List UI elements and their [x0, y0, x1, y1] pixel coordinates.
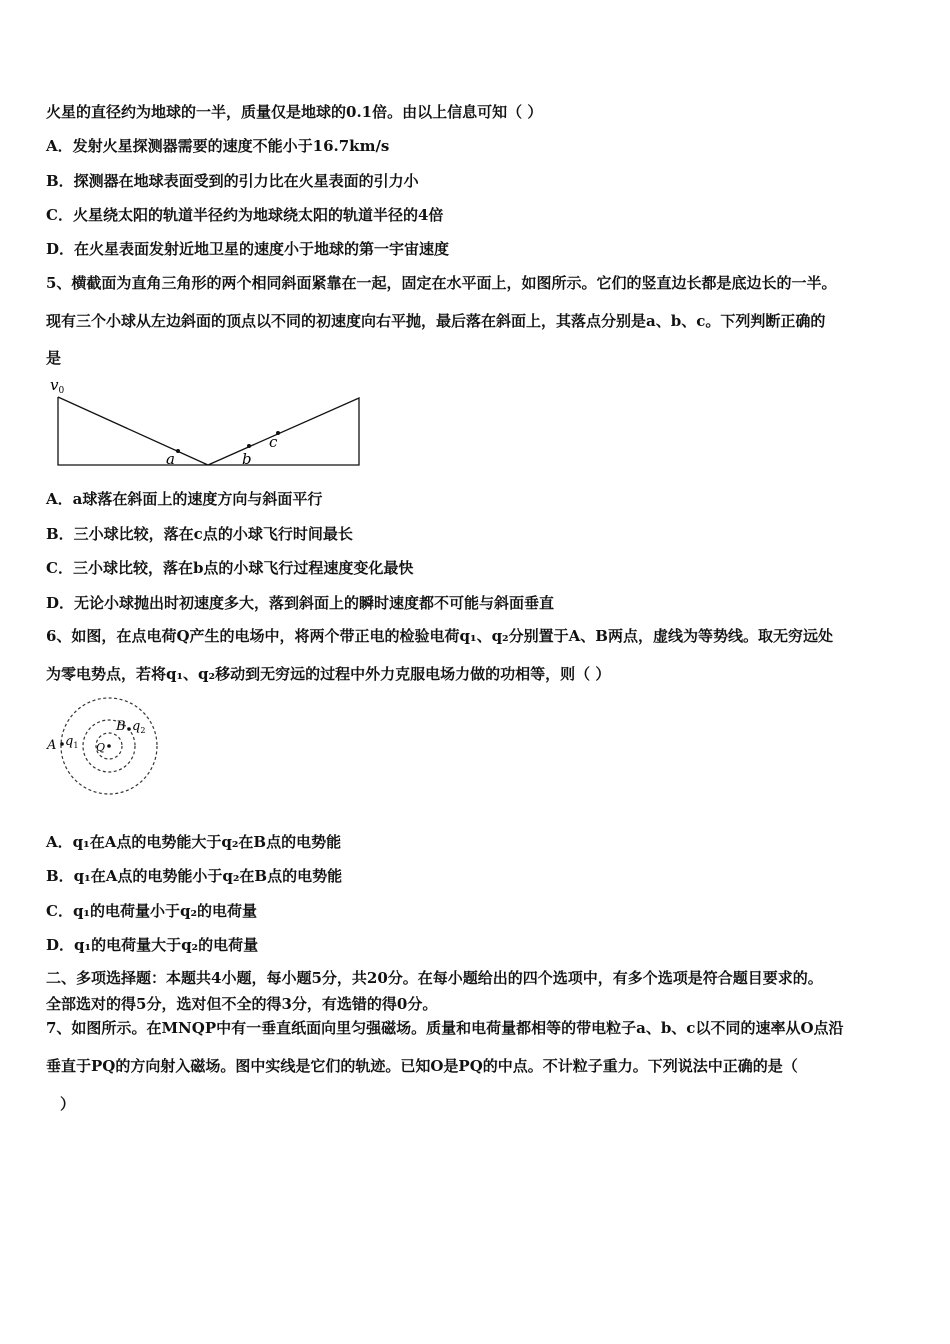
q5-option-d: D．无论小球抛出时初速度多大，落到斜面上的瞬时速度都不可能与斜面垂直 [46, 594, 555, 612]
q5-stem-line-1: 5、横截面为直角三角形的两个相同斜面紧靠在一起，固定在水平面上，如图所示。它们的竖直边长都是底边长的一半。 [46, 274, 837, 292]
q6-point-a-dot [60, 742, 64, 746]
q4-option-c: C．火星绕太阳的轨道半径约为地球绕太阳的轨道半径的4倍 [46, 206, 444, 224]
q5-option-b: B．三小球比较，落在c点的小球飞行时间最长 [46, 525, 353, 543]
q5-option-c: C．三小球比较，落在b点的小球飞行过程速度变化最快 [46, 559, 414, 577]
q5-point-a-dot [176, 449, 180, 453]
q6-option-c: C．q₁的电荷量小于q₂的电荷量 [46, 902, 258, 920]
q6-stem-line-2: 为零电势点，若将q₁、q₂移动到无穷远的过程中外力克服电场力做的功相等，则（ ） [46, 665, 611, 683]
section2-header-line-1: 二、多项选择题：本题共4小题，每小题5分，共20分。在每小题给出的四个选项中，有多个选项是符合题目要求的。 [46, 969, 823, 987]
q4-option-b: B．探测器在地球表面受到的引力比在火星表面的引力小 [46, 172, 419, 190]
q6-label-q1: $q_1$ [65, 734, 79, 750]
q6-option-d: D．q₁的电荷量大于q₂的电荷量 [46, 936, 259, 954]
q4-option-d: D．在火星表面发射近地卫星的速度小于地球的第一宇宙速度 [46, 240, 450, 258]
q5-label-b: b [242, 450, 252, 468]
q4-stem-tail: 火星的直径约为地球的一半，质量仅是地球的0.1倍。由以上信息可知（ ） [46, 103, 543, 121]
q6-label-b: B [116, 719, 126, 734]
q4-option-a: A．发射火星探测器需要的速度不能小于16.7km/s [46, 137, 390, 155]
q5-point-b-dot [247, 444, 251, 448]
section2-header-line-2: 全部选对的得5分，选对但不全的得3分，有选错的得0分。 [46, 995, 438, 1013]
q6-stem-line-1: 6、如图，在点电荷Q产生的电场中，将两个带正电的检验电荷q₁、q₂分别置于A、B两点，虚线为等势线。取无穷远处 [46, 627, 833, 645]
q6-point-b-dot [127, 727, 131, 731]
q5-label-c: c [269, 433, 278, 451]
q5-option-a: A．a球落在斜面上的速度方向与斜面平行 [46, 490, 323, 508]
q6-option-b: B．q₁在A点的电势能小于q₂在B点的电势能 [46, 867, 343, 885]
q7-stem-line-1: 7、如图所示。在MNQP中有一垂直纸面向里匀强磁场。质量和电荷量都相等的带电粒子a、b、c以不同的速率从O点沿 [46, 1019, 844, 1037]
q6-equipotential-figure [40, 693, 170, 803]
q7-stem-line-2: 垂直于PQ的方向射入磁场。图中实线是它们的轨迹。已知O是PQ的中点。不计粒子重力。下列说法中正确的是（ [46, 1057, 798, 1075]
q5-stem-line-3: 是 [46, 349, 62, 367]
q5-inclines-outline [58, 397, 359, 465]
q6-label-q2: $q_2$ [132, 719, 146, 735]
q6-option-a: A．q₁在A点的电势能大于q₂在B点的电势能 [46, 833, 342, 851]
q5-inclines-figure [40, 372, 370, 472]
q7-stem-line-3: ） [60, 1095, 76, 1113]
q5-stem-line-2: 现有三个小球从左边斜面的顶点以不同的初速度向右平抛，最后落在斜面上，其落点分别是a、b、c。下列判断正确的 [46, 312, 826, 330]
q6-charge-q-dot [107, 744, 111, 748]
q6-label-a: A [47, 738, 57, 753]
q5-label-a: a [166, 450, 175, 468]
q6-label-q: Q [96, 741, 106, 754]
q5-label-v0: $v_0$ [50, 376, 65, 396]
